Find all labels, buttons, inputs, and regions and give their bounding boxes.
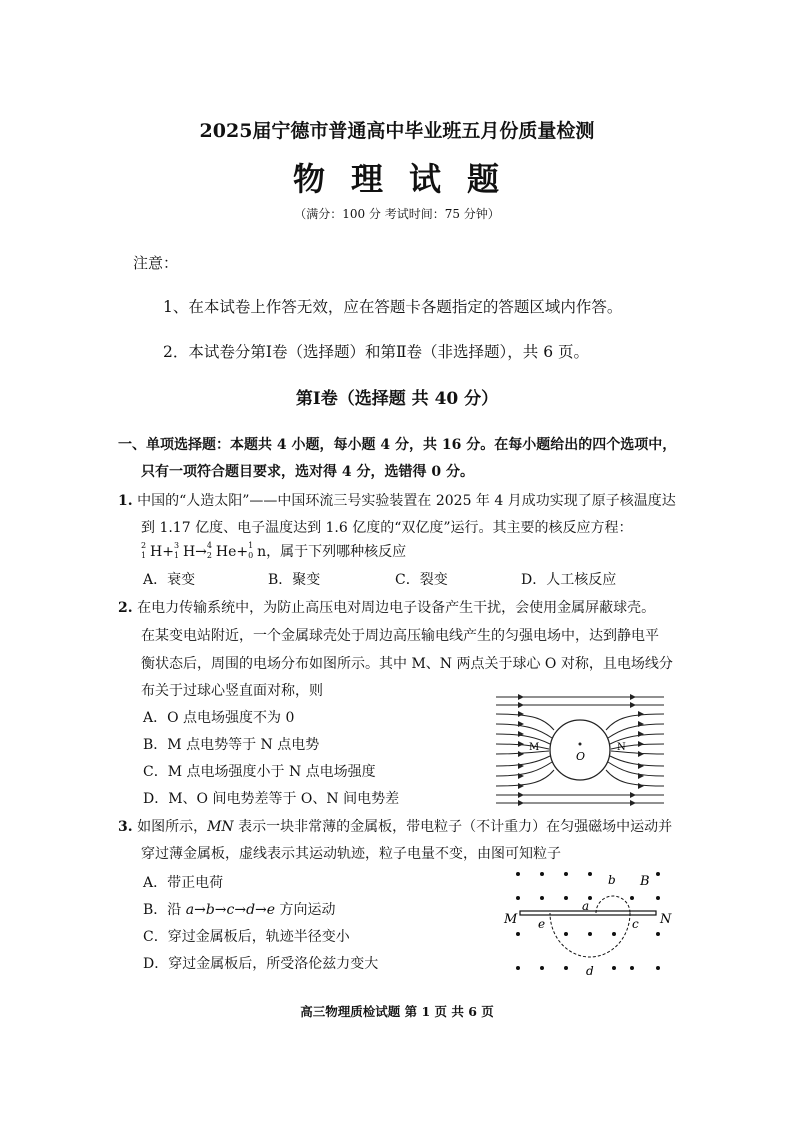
question-number: 1. <box>118 493 133 509</box>
label-b-field: B <box>640 874 650 889</box>
label-a: a <box>582 899 590 913</box>
option-d: D．人工核反应 <box>521 572 617 588</box>
option-a: A．O 点电场强度不为 0 <box>143 710 295 726</box>
question-text: 布关于过球心竖直面对称，则 <box>141 683 323 699</box>
question-1 <box>118 490 676 510</box>
question-2 <box>118 597 655 617</box>
field-line <box>496 770 554 786</box>
field-line <box>496 734 550 744</box>
plate-label: MN <box>207 819 234 835</box>
question-text: 衡状态后，周围的电场分布如图所示。其中 M、N 两点关于球心 O 对称，且电场线分 <box>141 656 673 672</box>
label-o: O <box>576 750 586 763</box>
field-line <box>496 714 554 730</box>
question-text: 穿过薄金属板，虚线表示其运动轨迹，粒子电量不变，由图可知粒子 <box>141 846 561 862</box>
option-a: A．带正电荷 <box>143 875 224 891</box>
question-text: 中国的“人造太阳”——中国环流三号实验装置在 2025 年 4 月成功实现了原子核温度达 <box>137 493 676 509</box>
section-instructions-cont: 只有一项符合题目要求，选对得 4 分，选错得 0 分。 <box>141 464 474 480</box>
subject-char: 试 <box>409 160 444 198</box>
option-d: D．M、O 间电势差等于 O、N 间电势差 <box>143 791 400 807</box>
option-a: A．衰变 <box>143 572 196 588</box>
label-d: d <box>586 964 594 978</box>
option-b: B．M 点电势等于 N 点电势 <box>143 737 320 753</box>
notice-item: 2．本试卷分第Ⅰ卷（选择题）和第Ⅱ卷（非选择题），共 6 页。 <box>163 343 589 361</box>
field-line <box>610 756 664 766</box>
notice-label: 注意： <box>133 254 179 272</box>
center-point <box>579 743 582 746</box>
field-line <box>606 770 664 786</box>
option-c: C．穿过金属板后，轨迹半径变小 <box>143 929 350 945</box>
question-number: 2. <box>118 600 133 616</box>
label-n: N <box>617 742 626 753</box>
field-line <box>496 756 550 766</box>
option-c: C．裂变 <box>395 572 448 588</box>
section-instructions: 一、单项选择题：本题共 4 小题，每小题 4 分，共 16 分。在每小题给出的四个选项中， <box>118 437 677 453</box>
option-b: B．聚变 <box>268 572 321 588</box>
exam-meta: （满分：100 分 考试时间：75 分钟） <box>294 207 500 221</box>
question-text: 到 1.17 亿度、电子温度达到 1.6 亿度的“双亿度”运行。其主要的核反应方程： <box>141 520 633 536</box>
label-m: M <box>529 742 540 753</box>
option-c: C．M 点电场强度小于 N 点电场强度 <box>143 764 376 780</box>
option-b: B．沿 a→b→c→d→e 方向运动 <box>143 902 336 918</box>
question-text: 表示一块非常薄的金属板，带电粒子（不计重力）在匀强磁场中运动并 <box>233 819 673 835</box>
page-footer: 高三物理质检试题 第 1 页 共 6 页 <box>300 1004 494 1019</box>
magnetic-field-figure <box>496 860 678 984</box>
isotope-he4: 4 2 <box>206 541 212 560</box>
part-title: 第Ⅰ卷（选择题 共 40 分） <box>295 389 499 409</box>
question-text: 在电力传输系统中，为防止高压电对周边电子设备产生干扰，会使用金属屏蔽球壳。 <box>137 600 656 616</box>
label-e: e <box>538 917 546 931</box>
field-line <box>606 714 664 730</box>
question-text: 在某变电站附近，一个金属球壳处于周边高压输电线产生的匀强电场中，达到静电平 <box>141 628 659 644</box>
label-n: N <box>660 912 672 927</box>
question-3 <box>118 816 672 836</box>
notice-item: 1、在本试卷上作答无效，应在答题卡各题指定的答题区域内作答。 <box>163 298 623 316</box>
question-text: 如图所示， <box>137 819 208 835</box>
nuclear-equation: 2 1 H+ 3 1 H→ 4 2 He+ 1 0 n，属于下列哪种核反应 <box>141 541 407 560</box>
exam-title: 2025届宁德市普通高中毕业班五月份质量检测 <box>199 120 595 142</box>
subject-char: 物 <box>292 160 327 198</box>
subject-title <box>0 154 794 200</box>
isotope-h3: 3 1 <box>173 541 180 560</box>
electric-field-figure <box>492 688 668 812</box>
question-number: 3. <box>118 819 133 835</box>
isotope-h2: 2 1 <box>141 541 147 560</box>
isotope-n1: 1 0 <box>248 541 254 560</box>
option-d: D．穿过金属板后，所受洛伦兹力变大 <box>143 956 379 972</box>
label-c: c <box>632 917 639 931</box>
subject-char: 理 <box>350 160 385 198</box>
label-b: b <box>608 873 616 887</box>
label-m: M <box>504 912 518 927</box>
subject-char: 题 <box>467 160 502 198</box>
